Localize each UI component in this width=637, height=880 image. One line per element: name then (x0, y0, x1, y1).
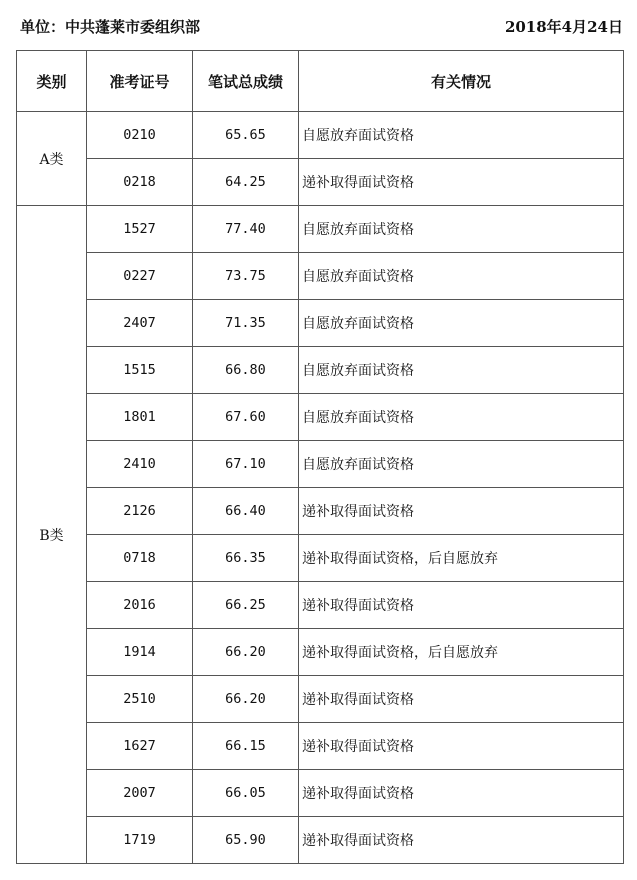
table-row (17, 817, 624, 864)
table-row (17, 488, 624, 535)
score-cell: 66.25 (193, 582, 299, 629)
exam-id-cell: 0218 (87, 159, 193, 206)
notes-cell: 自愿放弃面试资格 (299, 347, 624, 394)
notes-cell: 自愿放弃面试资格 (299, 206, 624, 253)
score-cell: 65.90 (193, 817, 299, 864)
unit-label: 单位：中共蓬莱市委组织部 (20, 18, 201, 36)
exam-id-cell: 2407 (87, 300, 193, 347)
score-cell: 66.40 (193, 488, 299, 535)
score-cell: 77.40 (193, 206, 299, 253)
score-cell: 66.20 (193, 676, 299, 723)
notes-cell: 递补取得面试资格 (299, 582, 624, 629)
column-header-notes: 有关情况 (299, 51, 624, 112)
notes-cell: 递补取得面试资格 (299, 770, 624, 817)
notes-cell: 递补取得面试资格 (299, 676, 624, 723)
results-table (16, 50, 624, 864)
score-cell: 66.20 (193, 629, 299, 676)
table-row (17, 159, 624, 206)
notes-cell: 自愿放弃面试资格 (299, 300, 624, 347)
exam-id-cell: 2510 (87, 676, 193, 723)
notes-cell: 递补取得面试资格 (299, 488, 624, 535)
column-header-exam-id: 准考证号 (87, 51, 193, 112)
score-cell: 66.35 (193, 535, 299, 582)
exam-id-cell: 2016 (87, 582, 193, 629)
table-body (17, 112, 624, 864)
notes-cell: 自愿放弃面试资格 (299, 112, 624, 159)
notes-cell: 递补取得面试资格 (299, 817, 624, 864)
notes-cell: 自愿放弃面试资格 (299, 394, 624, 441)
notes-cell: 自愿放弃面试资格 (299, 441, 624, 488)
score-cell: 73.75 (193, 253, 299, 300)
exam-id-cell: 2410 (87, 441, 193, 488)
table-row (17, 582, 624, 629)
exam-id-cell: 2126 (87, 488, 193, 535)
score-cell: 67.10 (193, 441, 299, 488)
score-cell: 65.65 (193, 112, 299, 159)
table-row (17, 206, 624, 253)
table-row (17, 112, 624, 159)
category-cell: A类 (17, 112, 87, 206)
notes-cell: 递补取得面试资格 (299, 723, 624, 770)
table-row (17, 770, 624, 817)
exam-id-cell: 2007 (87, 770, 193, 817)
date-label: 2018年4月24日 (504, 18, 623, 36)
table-row (17, 629, 624, 676)
exam-id-cell: 1515 (87, 347, 193, 394)
exam-id-cell: 1627 (87, 723, 193, 770)
exam-id-cell: 0210 (87, 112, 193, 159)
exam-id-cell: 1527 (87, 206, 193, 253)
score-cell: 66.80 (193, 347, 299, 394)
notes-cell: 递补取得面试资格，后自愿放弃 (299, 629, 624, 676)
score-cell: 66.05 (193, 770, 299, 817)
table-row (17, 300, 624, 347)
exam-id-cell: 0227 (87, 253, 193, 300)
table-row (17, 347, 624, 394)
notes-cell: 递补取得面试资格，后自愿放弃 (299, 535, 624, 582)
table-header-row (17, 51, 624, 112)
score-cell: 64.25 (193, 159, 299, 206)
notes-cell: 自愿放弃面试资格 (299, 253, 624, 300)
score-cell: 67.60 (193, 394, 299, 441)
notes-cell: 递补取得面试资格 (299, 159, 624, 206)
table-row (17, 441, 624, 488)
category-cell: B类 (17, 206, 87, 864)
exam-id-cell: 0718 (87, 535, 193, 582)
score-cell: 71.35 (193, 300, 299, 347)
table-row (17, 253, 624, 300)
exam-id-cell: 1914 (87, 629, 193, 676)
column-header-score: 笔试总成绩 (193, 51, 299, 112)
table-row (17, 394, 624, 441)
exam-id-cell: 1719 (87, 817, 193, 864)
exam-id-cell: 1801 (87, 394, 193, 441)
column-header-category: 类别 (17, 51, 87, 112)
score-cell: 66.15 (193, 723, 299, 770)
table-row (17, 535, 624, 582)
table-row (17, 676, 624, 723)
table-row (17, 723, 624, 770)
